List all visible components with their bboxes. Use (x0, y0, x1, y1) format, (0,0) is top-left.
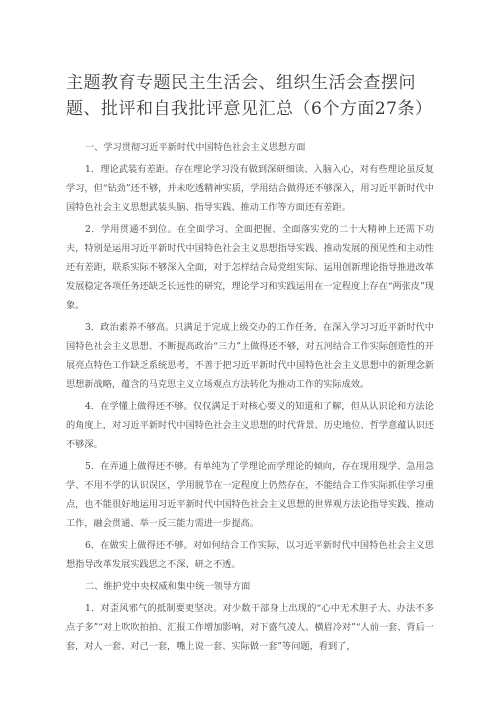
section-item: 3．政治素养不够高。只满足于完成上级交办的工作任务，在深入学习习近平新时代中国特色社会主义思想、不断提高政治“三力”上做得还不够，对五河结合工作实际创造性的开展亮点特色工作缺乏系统思考，不善于把习近平新时代中国特色社会主义思想中的新理念新思想新战略，蕴含的马克思主义立场观点方法转化为推动工作的实际成效。 (66, 322, 434, 390)
section-1 (66, 138, 434, 574)
section-item: 6．在做实上做得还不够。对如何结合工作实际，以习近平新时代中国特色社会主义思想指导改革发展实践思之不深、研之不透。 (66, 540, 434, 570)
section-heading: 一、学习贯彻习近平新时代中国特色社会主义思想方面 (85, 142, 306, 153)
section-heading: 二、维护党中央权威和集中统一领导方面 (85, 581, 251, 592)
section-2 (66, 577, 434, 656)
section-item: 1．理论武装有差距。存在理论学习没有做到深研细读、入脑入心，对有些理论虽反复学习，但“钻劲”还不够，并未吃透精神实质，学用结合做得还不够深入，用习近平新时代中国特色社会主义思想武装头脑、指导实践、推动工作等方面还有差距。 (66, 164, 434, 213)
section-item: 4．在学懂上做得还不够。仅仅满足于对核心要义的知道和了解，但从认识论和方法论的角度上，对习近平新时代中国特色社会主义思想的时代背景、历史地位、哲学意蕴认识还不够深。 (66, 401, 434, 450)
section-item: 5．在弄通上做得还不够。有单纯为了学理论而学理论的倾向，存在现用现学、急用急学、不用不学的认识误区，学用脱节在一定程度上仍然存在，不能结合工作实际抓住学习重点，也不能很好地运用习近平新时代中国特色社会主义思想的世界观方法论指导实践、推动工作，融会贯通、举一反三能力需进一步提高。 (66, 461, 434, 529)
section-item: 1．对歪风邪气的抵制要更坚决。对少数干部身上出现的“心中无术胆子大、办法不多点子多”“对上吹吹拍拍、汇报工作增加影响，对下盛气凌人、横眉冷对”“人前一套、背后一套，对人一套、对己一套，嘴上说一套、实际做一套”等问题，看到了， (66, 603, 434, 652)
document-title: 主题教育专题民主生活会、组织生活会查摆问题、批评和自我批评意见汇总（6个方面27条） (66, 73, 433, 119)
section-item: 2．学用贯通不到位。在全面学习、全面把握、全面落实党的二十大精神上还需下功夫，特别是运用习近平新时代中国特色社会主义思想指导实践、推动发展的预见性和主动性还有差距，联系实际不够深入全面，对于怎样结合局党组实际、运用创新理论指导推进改革发展稳定各项任务还缺乏长远性的研究，理论学习和实践运用在一定程度上存在“两张皮”现象。 (66, 224, 434, 311)
